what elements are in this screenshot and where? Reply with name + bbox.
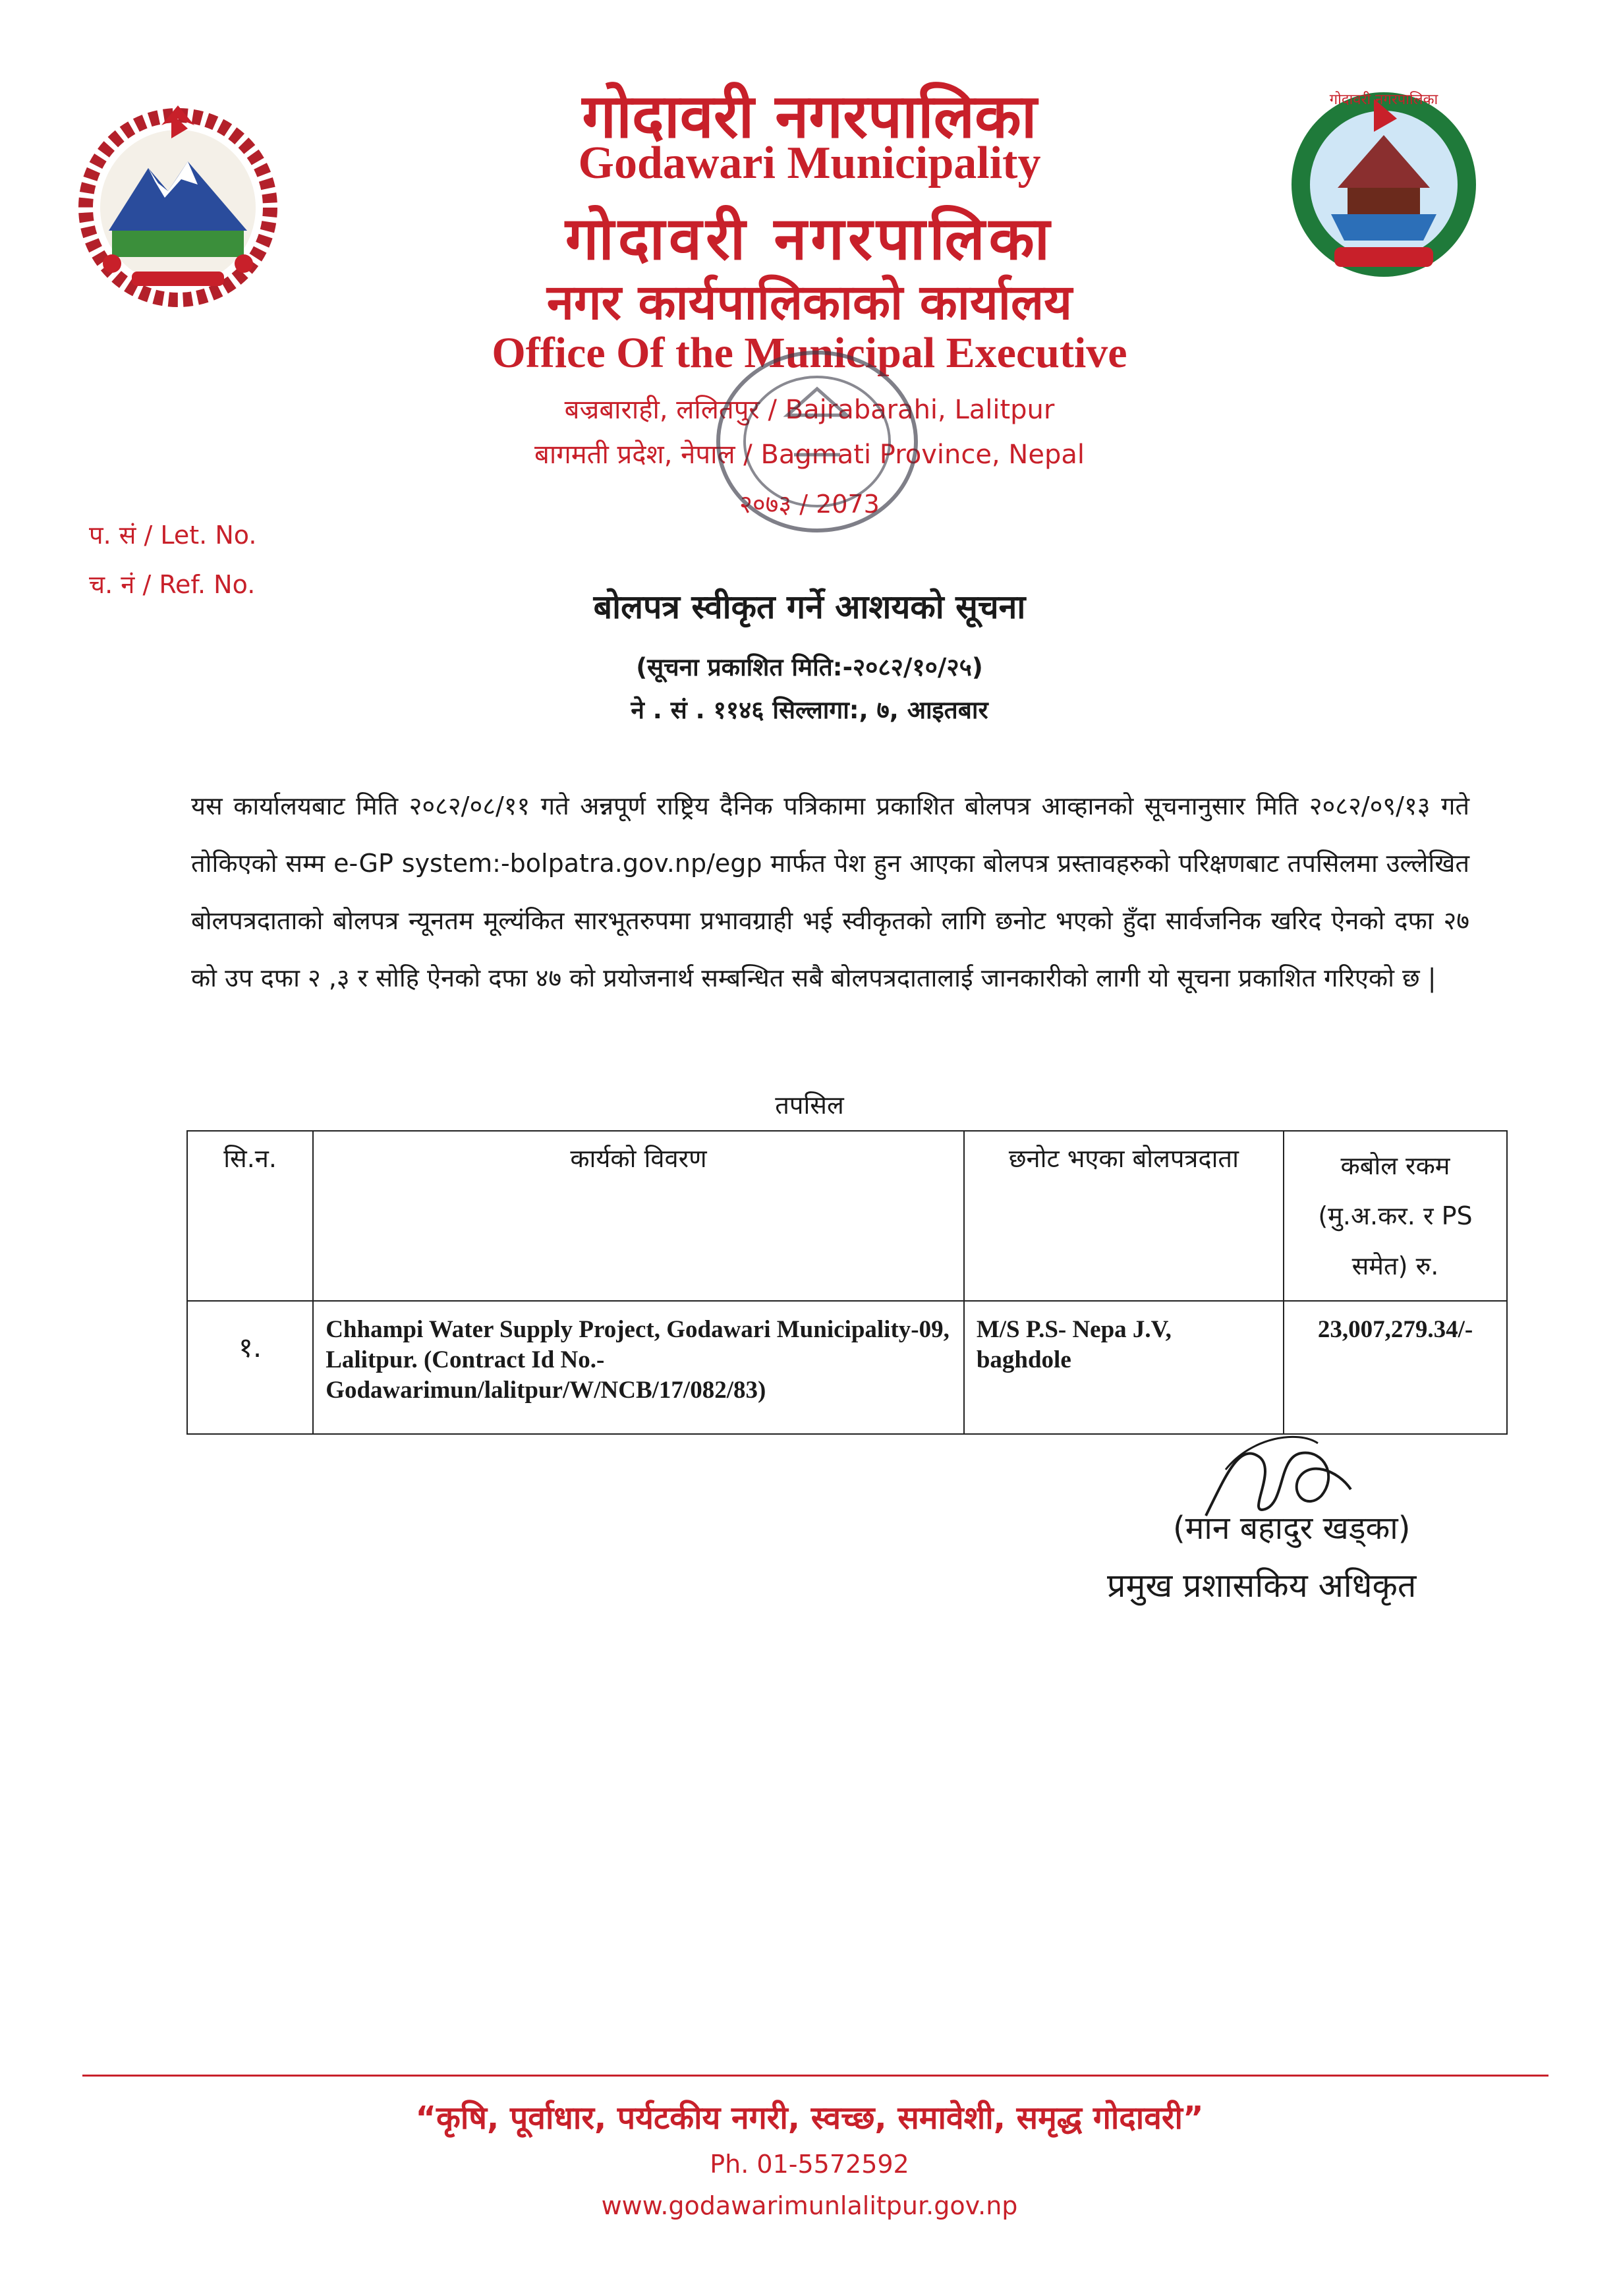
office-name-english: Office Of the Municipal Executive [492,329,1127,377]
header-bidder: छनोट भएका बोलपत्रदाता [964,1131,1284,1301]
notice-nepal-era-date: ने . सं . ११४६ सिल्लागा:, ७, आइतबार [631,696,988,724]
municipality-name-english: Godawari Municipality [578,138,1041,188]
header-description: कार्यको विवरण [313,1131,964,1301]
cell-sn: १. [187,1301,313,1434]
municipality-name-nepali: गोदावरी नगरपालिका [582,81,1037,152]
signatory-title: प्रमुख प्रशासकिय अधिकृत [1107,1566,1417,1605]
notice-title: बोलपत्र स्वीकृत गर्ने आशयको सूचना [593,588,1026,626]
signatory-name: (मान बहादुर खड्का) [1173,1510,1411,1547]
established-year: २०७३ / 2073 [739,490,880,519]
reference-number-label: च. नं / Ref. No. [89,570,256,599]
table-header-row [187,1131,1507,1301]
notice-body: यस कार्यालयबाट मिति २०८२/०८/११ गते अन्नपूर्ण राष्ट्रिय दैनिक पत्रिकामा प्रकाशित बोलपत्र आव्हानको सूचनानुसार मिति २०८२/०९/१३ गते तोकिएको सम्म e-GP system:-bolpatra.gov.np/egp मार्फत पेश हुन आएका बोलपत्र प्रस्तावहरुको परिक्षणबाट तपसिलमा उल्लेखित बोलपत्रदाताको बोलपत्र न्यूनतम मूल्यंकित सारभूतरुपमा प्रभावग्राही भई स्वीकृतको लागि छनोट भएको हुँदा सार्वजनिक खरिद ऐनको दफा २७ को उप दफा २ ,३ र सोहि ऐनको दफा ४७ को प्रयोजनार्थ सम्बन्धित सबै बोलपत्रदातालाई जानकारीको लागी यो सूचना प्रकाशित गरिएको छ | [191,791,1469,992]
table-row [187,1301,1507,1434]
footer-slogan: “कृषि, पूर्वाधार, पर्यटकीय नगरी, स्वच्छ, समावेशी, समृद्ध गोदावरी” [415,2100,1204,2137]
header-amount: कबोल रकम (मु.अ.कर. र PS समेत) रु. [1284,1131,1507,1301]
notice-published-date: (सूचना प्रकाशित मिति:-२०८२/१०/२५) [636,653,983,681]
header-sn: सि.न. [187,1131,313,1301]
footer-divider [82,2075,1548,2077]
schedule-title: तपसिल [775,1091,844,1120]
svg-text:गोदावरी नगरपालिका: गोदावरी नगरपालिका [1329,92,1438,108]
footer-phone: Ph. 01-5572592 [710,2150,909,2179]
schedule-table [186,1130,1508,1435]
address-line-1: बज्रबाराही, ललितपुर / Bajrabarahi, Lalitpur [564,395,1055,425]
cell-bidder: M/S P.S- Nepa J.V, baghdole [964,1301,1284,1434]
cell-description: Chhampi Water Supply Project, Godawari Municipality-09, Lalitpur. (Contract Id No.- Godawarimun/lalitpur/W/NCB/17/082/83) [313,1301,964,1434]
address-line-2: बागमती प्रदेश, नेपाल / Bagmati Province, Nepal [534,440,1085,470]
footer-website-link[interactable]: www.godawarimunlalitpur.gov.np [601,2191,1018,2220]
letter-number-label: प. सं / Let. No. [89,521,257,550]
office-stamp-icon [708,343,926,540]
office-name-nepali: नगर कार्यपालिकाको कार्यालय [546,274,1073,331]
municipality-name-newari: गोदावरी नगरपालिका [565,204,1054,273]
cell-amount: 23,007,279.34/- [1284,1301,1507,1434]
